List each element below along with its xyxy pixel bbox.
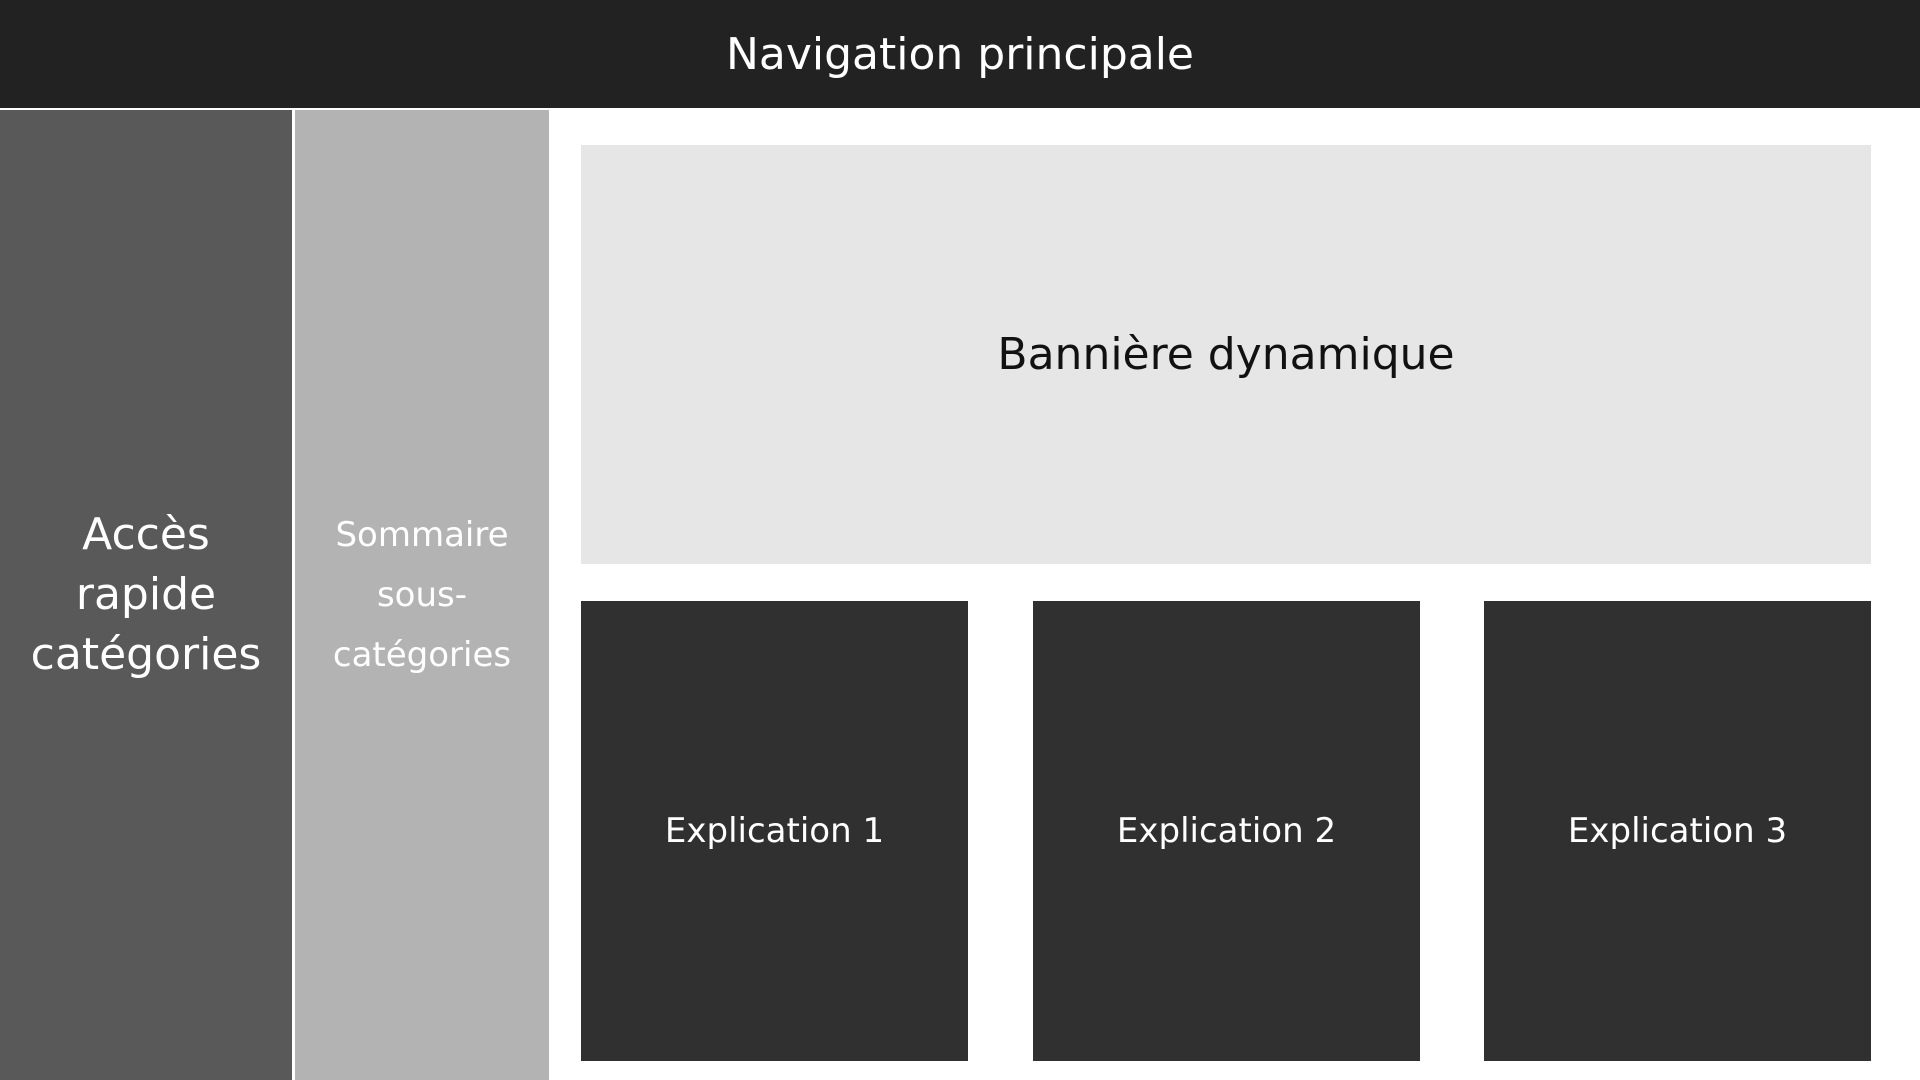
- subcategory-summary: [295, 110, 549, 1080]
- quick-access-categories-label: Accès rapide catégories: [30, 509, 262, 680]
- explanation-card-1: [581, 601, 968, 1061]
- dynamic-banner: [581, 145, 1871, 564]
- main-navigation: [0, 0, 1920, 108]
- subcategory-summary-label: Sommaire sous- catégories: [332, 515, 512, 675]
- explanation-card-1-label: Explication 1: [664, 811, 885, 851]
- explanation-card-2-label: Explication 2: [1116, 811, 1337, 851]
- main-navigation-label: Navigation principale: [725, 28, 1195, 80]
- quick-access-categories: [0, 110, 292, 1080]
- explanation-card-3-label: Explication 3: [1567, 811, 1788, 851]
- dynamic-banner-label: Bannière dynamique: [997, 329, 1455, 380]
- explanation-card-3: [1484, 601, 1871, 1061]
- explanation-card-2: [1033, 601, 1420, 1061]
